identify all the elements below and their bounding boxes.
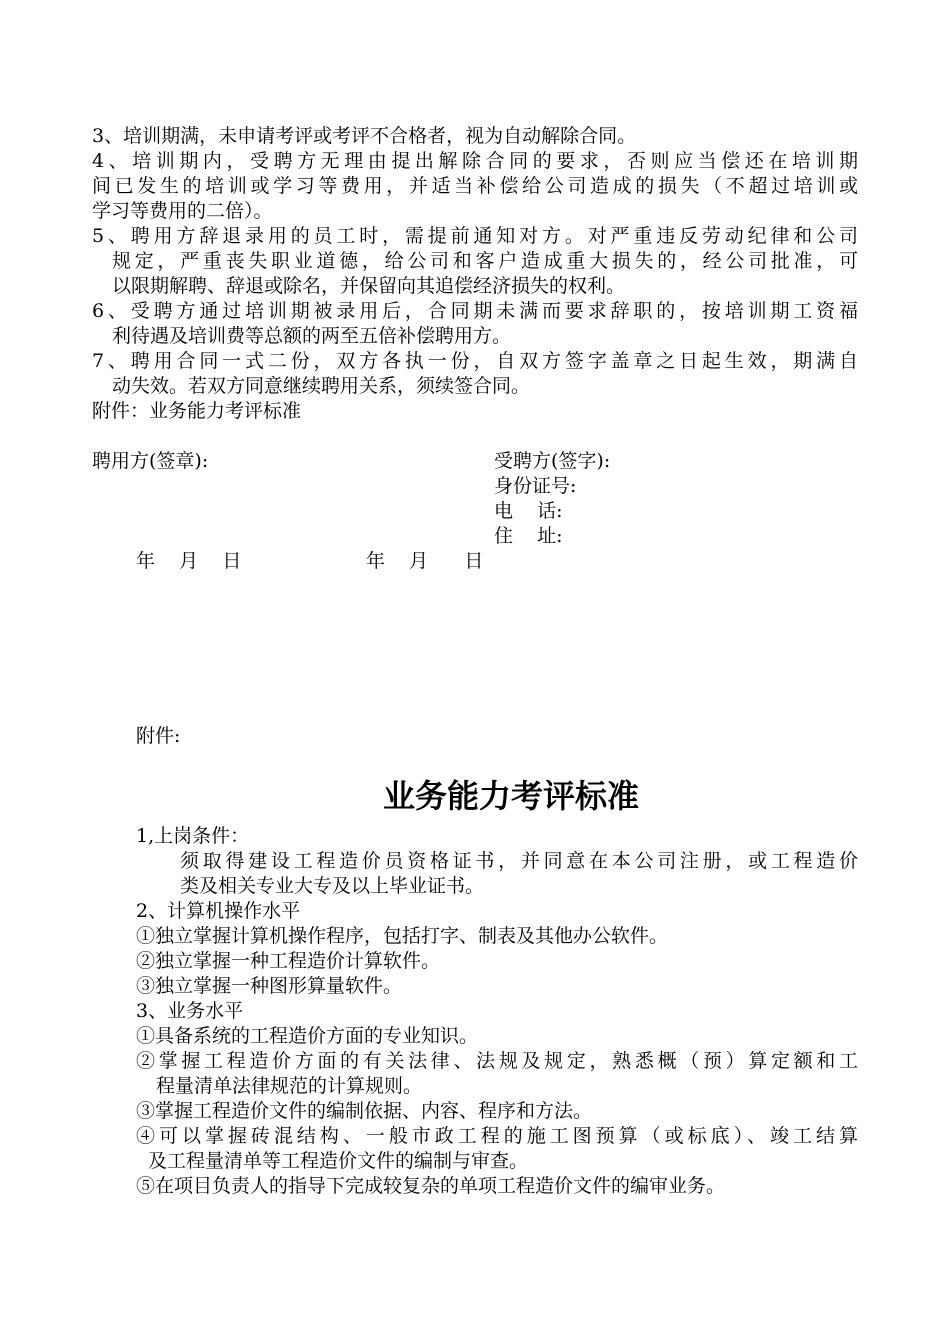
address-label: 住 址:	[494, 525, 563, 547]
section-3-item-5: ⑤在项目负责人的指导下完成较复杂的单项工程造价文件的编审业务。	[136, 1175, 726, 1197]
phone-label: 电 话:	[494, 500, 563, 522]
clause-7-line-1: 7、聘用合同一式二份，双方各执一份，自双方签字盖章之日起生效，期满自	[92, 350, 858, 372]
attachment-reference: 附件：业务能力考评标准	[92, 400, 302, 422]
section-2-heading: 2、计算机操作水平	[136, 900, 301, 922]
employer-date: 年 月 日	[136, 550, 242, 572]
appendix-title: 业务能力考评标准	[382, 777, 639, 815]
clause-4-line-1: 4、培训期内，受聘方无理由提出解除合同的要求，否则应当偿还在培训期	[92, 150, 858, 172]
section-3-item-3: ③掌握工程造价文件的编制依据、内容、程序和方法。	[136, 1100, 593, 1122]
clause-4-line-2: 间已发生的培训或学习等费用，并适当补偿给公司造成的损失（不超过培训或	[92, 175, 858, 197]
employee-date: 年 月 日	[366, 550, 484, 572]
section-2-item-2: ②独立掌握一种工程造价计算软件。	[136, 950, 441, 972]
clause-5-line-2: 规定，严重丧失职业道德，给公司和客户造成重大损失的，经公司批准，可	[112, 250, 858, 272]
section-3-heading: 3、业务水平	[136, 1000, 244, 1022]
clause-6-line-1: 6、受聘方通过培训期被录用后，合同期未满而要求辞职的，按培训期工资福	[92, 300, 858, 322]
clause-3: 3、培训期满，未申请考评或考评不合格者，视为自动解除合同。	[92, 125, 637, 147]
employer-signature-label: 聘用方(签章):	[92, 450, 209, 472]
clause-4-line-3: 学习等费用的二倍）。	[92, 200, 273, 222]
section-2-item-1: ①独立掌握计算机操作程序，包括打字、制表及其他办公软件。	[136, 925, 669, 947]
clause-5-line-3: 以限期解聘、辞退或除名，并保留向其追偿经济损失的权利。	[112, 275, 626, 297]
section-1-heading: 1,上岗条件：	[136, 825, 250, 847]
clause-6-line-2: 利待遇及培训费等总额的两至五倍补偿聘用方。	[112, 325, 512, 347]
section-1-body-line-1: 须取得建设工程造价员资格证书，并同意在本公司注册，或工程造价	[180, 850, 858, 872]
employee-signature-label: 受聘方(签字):	[494, 450, 611, 472]
section-1-body-line-2: 类及相关专业大专及以上毕业证书。	[180, 875, 485, 897]
section-3-item-2-line-1: ②掌握工程造价方面的有关法律、法规及规定，熟悉概（预）算定额和工	[136, 1050, 858, 1072]
section-3-item-2-line-2: 程量清单法律规范的计算规则。	[156, 1075, 423, 1097]
section-3-item-4-line-1: ④可以掌握砖混结构、一般市政工程的施工图预算（或标底）、竣工结算	[136, 1125, 858, 1147]
clause-7-line-2: 动失效。若双方同意继续聘用关系，须续签合同。	[112, 375, 531, 397]
appendix-label: 附件:	[136, 725, 181, 747]
id-number-label: 身份证号:	[494, 475, 577, 497]
section-3-item-4-line-2: 及工程量清单等工程造价文件的编制与审查。	[148, 1150, 529, 1172]
section-3-item-1: ①具备系统的工程造价方面的专业知识。	[136, 1025, 479, 1047]
section-2-item-3: ③独立掌握一种图形算量软件。	[136, 975, 403, 997]
clause-5-line-1: 5、聘用方辞退录用的员工时，需提前通知对方。对严重违反劳动纪律和公司	[92, 225, 858, 247]
